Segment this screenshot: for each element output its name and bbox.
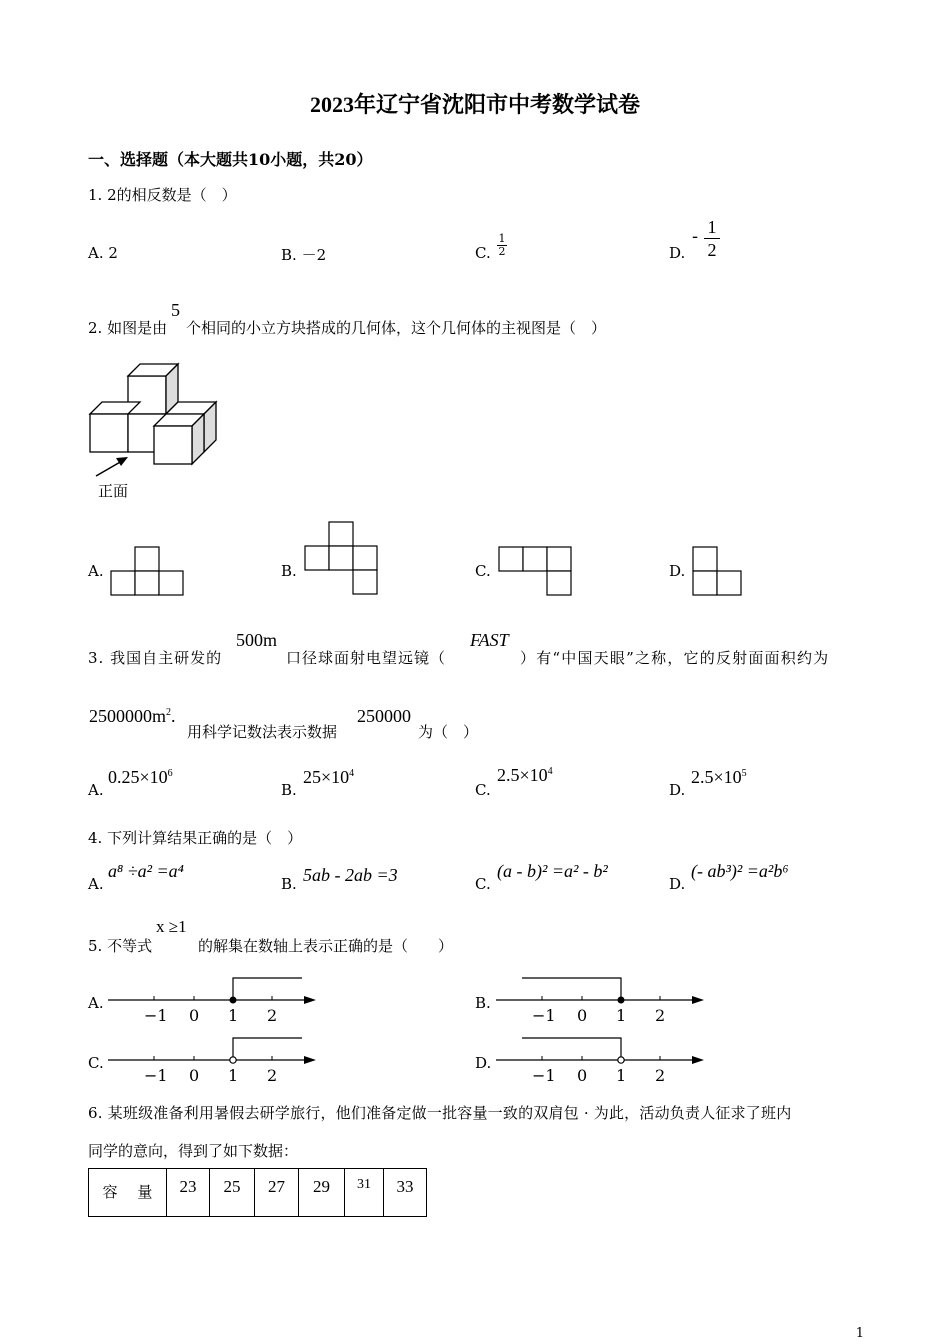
q5-option-d-number-line: [496, 1036, 708, 1088]
q1-option-c-label: C.: [475, 244, 491, 262]
tick-label: 1: [616, 1066, 627, 1085]
tick-label: 2: [267, 1006, 278, 1025]
tick-label: 0: [189, 1006, 200, 1025]
q2-option-b-label: B.: [281, 562, 297, 580]
question-4-stem: 4. 下列计算结果正确的是（ ）: [88, 829, 303, 847]
q4-option-b-label: B.: [281, 875, 297, 893]
q5-inequality: x ≥1: [156, 917, 187, 936]
tick-label: 0: [577, 1006, 588, 1025]
q4-option-d-expr: (- ab³)² =a²b⁶: [691, 861, 789, 881]
table-cell: 27: [255, 1169, 299, 1217]
tick-label: 1: [228, 1066, 239, 1085]
question-3-part5: 为（ ）: [418, 723, 479, 741]
q3-data: 250000: [357, 706, 411, 726]
q1-option-d-label: D.: [669, 244, 686, 262]
q1-option-a: [88, 244, 118, 262]
q3-option-c-label: C.: [475, 781, 491, 799]
q3-option-d-label: D.: [669, 781, 686, 799]
q4-option-c-label: C.: [475, 875, 491, 893]
question-2-count: 5: [171, 300, 180, 320]
question-3-part4: 用科学记数法表示数据: [187, 723, 338, 741]
q2-option-a-label: A.: [88, 562, 104, 580]
table-cell: 31: [345, 1169, 384, 1217]
q1-option-c-fraction: [497, 233, 507, 258]
q5-option-a-label: A.: [88, 994, 104, 1012]
question-5-stem-end: 的解集在数轴上表示正确的是（ ）: [198, 937, 454, 955]
question-3-part1: 3. 我国自主研发的: [88, 649, 223, 667]
tick-label: −1: [532, 1066, 556, 1085]
q5-option-b-label: B.: [475, 994, 491, 1012]
option-value: －2: [301, 246, 327, 264]
q2-option-a-figure: [109, 546, 185, 596]
page-number: 1: [855, 1326, 864, 1341]
front-arrow-head: [116, 457, 128, 466]
q3-option-a-label: A.: [88, 781, 104, 799]
question-5-stem-start: 5. 不等式: [88, 937, 153, 955]
option-value: 2: [108, 244, 118, 262]
q4-option-c-expr: (a - b)² =a² - b²: [497, 861, 608, 881]
fraction-numerator: 1: [707, 217, 717, 237]
section-heading: 一、选择题（本大题共10小题，共20）: [88, 150, 373, 169]
q5-option-a-number-line: [108, 976, 320, 1028]
q3-option-b-label: B.: [281, 781, 297, 799]
table-row: [89, 1169, 427, 1217]
capacity-table: [88, 1168, 427, 1217]
question-2-stem-start: 2. 如图是由: [88, 319, 168, 337]
tick-label: −1: [532, 1006, 556, 1025]
tick-label: 1: [616, 1006, 627, 1025]
q4-option-b-expr: 5ab - 2ab =3: [303, 865, 398, 885]
option-label: B.: [281, 246, 297, 264]
exam-title: 2023年辽宁省沈阳市中考数学试卷: [309, 92, 640, 117]
q4-option-a-expr: a⁸ ÷a² =a⁴: [108, 861, 184, 881]
q5-option-c-label: C.: [88, 1054, 104, 1072]
q3-option-a-value: $0.25\times 10^6$: [108, 767, 173, 787]
tick-label: 2: [267, 1066, 278, 1085]
q3-area: $2500000m^2$.: [89, 706, 176, 726]
cube-face: [154, 426, 192, 464]
front-label: 正面: [98, 482, 129, 500]
q2-option-d-figure: [691, 546, 745, 596]
q5-option-d-label: D.: [475, 1054, 492, 1072]
q1-option-d-sign: -: [692, 226, 699, 247]
tick-label: 2: [655, 1006, 666, 1025]
question-6-line1: 6. 某班级准备利用暑假去研学旅行，他们准备定做一批容量一致的双肩包 · 为此，活动负责人征求了班内: [88, 1104, 792, 1122]
tick-label: 0: [189, 1066, 200, 1085]
q5-option-c-number-line: [108, 1036, 320, 1088]
q4-option-a-label: A.: [88, 875, 104, 893]
cube-face: [90, 414, 128, 452]
table-cell: 23: [167, 1169, 210, 1217]
q3-option-c-value: $2.5\times 10^4$: [497, 765, 553, 785]
question-6-line2: 同学的意向，得到了如下数据：: [88, 1142, 299, 1160]
q1-option-b: [281, 244, 326, 265]
q4-option-d-label: D.: [669, 875, 686, 893]
fraction-denominator: 2: [498, 245, 506, 258]
option-label: A.: [88, 244, 104, 262]
question-3-part3: ）有“中国天眼”之称，它的反射面面积约为: [520, 649, 830, 667]
tick-label: −1: [144, 1066, 168, 1085]
q3-option-d-value: $2.5\times 10^5$: [691, 767, 747, 787]
q3-telescope-name: FAST: [470, 630, 509, 650]
q2-option-b-figure: [303, 521, 379, 595]
cube-solid-figure: [88, 360, 223, 500]
table-cell: 29: [299, 1169, 345, 1217]
tick-label: 0: [577, 1066, 588, 1085]
tick-label: 2: [655, 1066, 666, 1085]
q1-option-d-fraction: [704, 216, 720, 261]
front-arrow-line: [96, 461, 122, 476]
question-2-stem-end: 个相同的小立方块搭成的几何体，这个几何体的主视图是（ ）: [186, 319, 607, 337]
q2-option-c-label: C.: [475, 562, 491, 580]
table-header-cell: 容 量: [89, 1169, 167, 1217]
table-cell: 33: [384, 1169, 427, 1217]
table-cell: 25: [210, 1169, 255, 1217]
q2-option-d-label: D.: [669, 562, 686, 580]
q5-option-b-number-line: [496, 976, 708, 1028]
tick-label: 1: [228, 1006, 239, 1025]
q3-size: 500m: [236, 630, 278, 650]
tick-label: −1: [144, 1006, 168, 1025]
question-3-part2: 口径球面射电望远镜（: [286, 649, 447, 667]
q3-option-b-value: $25\times 10^4$: [303, 767, 355, 787]
q2-option-c-figure: [497, 546, 573, 596]
fraction-numerator: 1: [498, 232, 506, 245]
fraction-denominator: 2: [704, 238, 720, 261]
question-1-stem: 1. 2的相反数是（ ）: [88, 186, 237, 204]
